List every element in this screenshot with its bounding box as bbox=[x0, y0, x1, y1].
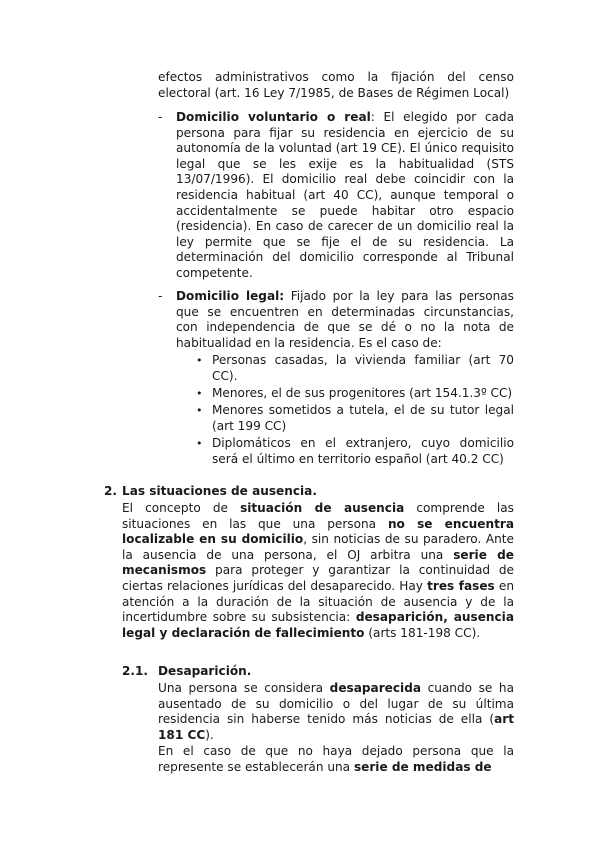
domicilio-voluntario-item bbox=[176, 110, 514, 282]
list-item: Menores sometidos a tutela, el de su tutor legal (art 199 CC) bbox=[212, 403, 514, 433]
subsection-paragraph: En el caso de que no haya dejado persona que la represente se establecerán una serie de medidas de bbox=[158, 744, 514, 774]
subsection-number: 2.1. bbox=[122, 664, 149, 678]
list-item: Menores, el de sus progenitores (art 154.1.3º CC) bbox=[212, 386, 513, 400]
list-item: Diplomáticos en el extranjero, cuyo domicilio será el último en territorio español (art 40.2 CC) bbox=[212, 436, 514, 466]
section-number: 2. bbox=[104, 484, 118, 498]
bullet-icon: • bbox=[196, 387, 203, 400]
domicilio-legal-text: Fijado por la ley para las personas que se encuentren en determinadas circunstancias, con independencia de que se dé o no la nota de habitualidad en la residencia. Es el caso de: bbox=[176, 289, 514, 350]
domicilio-voluntario-text: : El elegido por cada persona para fijar su residencia en ejercicio de su autonomía de la voluntad (art 19 CE). El único requisito legal que se les exije es la habitualidad (STS 13/07/1996). El domicilio real debe coincidir con la residencia habitual (art 40 CC), aunque temporal o accidentalmente se puede habitar otro espacio (residencia). En caso de carecer de un domicilio real la ley permite que se fije el de su residencia. La determinación del domicilio corresponde al Tribunal competente. bbox=[176, 110, 514, 280]
subsection-heading: Desaparición. bbox=[158, 664, 252, 678]
bullet-icon: • bbox=[196, 404, 203, 417]
list-item: Personas casadas, la vivienda familiar (art 70 CC). bbox=[212, 353, 514, 383]
bullet-icon: • bbox=[196, 354, 203, 367]
domicilio-legal-term: Domicilio legal: bbox=[176, 289, 285, 303]
intro-paragraph bbox=[158, 70, 514, 101]
subsection-paragraph: Una persona se considera desaparecida cuando se ha ausentado de su domicilio o del lugar de su última residencia sin haberse tenido más noticias de ella (art 181 CC). bbox=[158, 681, 514, 742]
bullet-icon: • bbox=[196, 437, 203, 450]
domicilio-legal-item bbox=[176, 289, 514, 351]
list-dash: - bbox=[158, 289, 163, 303]
list-dash: - bbox=[158, 110, 163, 124]
section-heading: Las situaciones de ausencia. bbox=[122, 484, 317, 498]
intro-text: efectos administrativos como la fijación del censo electoral (art. 16 Ley 7/1985, de Bases de Régimen Local) bbox=[158, 70, 514, 100]
domicilio-voluntario-term: Domicilio voluntario o real bbox=[176, 110, 371, 124]
section-paragraph: El concepto de situación de ausencia comprende las situaciones en las que una persona no se encuentra localizable en su domicilio, sin noticias de su paradero. Ante la ausencia de una persona, el OJ arbitra una serie de mecanismos para proteger y garantizar la continuidad de ciertas relaciones jurídicas del desaparecido. Hay tres fases en atención a la duración de la situación de ausencia y de la incertidumbre sobre su subsistencia: desaparición, ausencia legal y declaración de fallecimiento (arts 181-198 CC). bbox=[122, 501, 514, 640]
